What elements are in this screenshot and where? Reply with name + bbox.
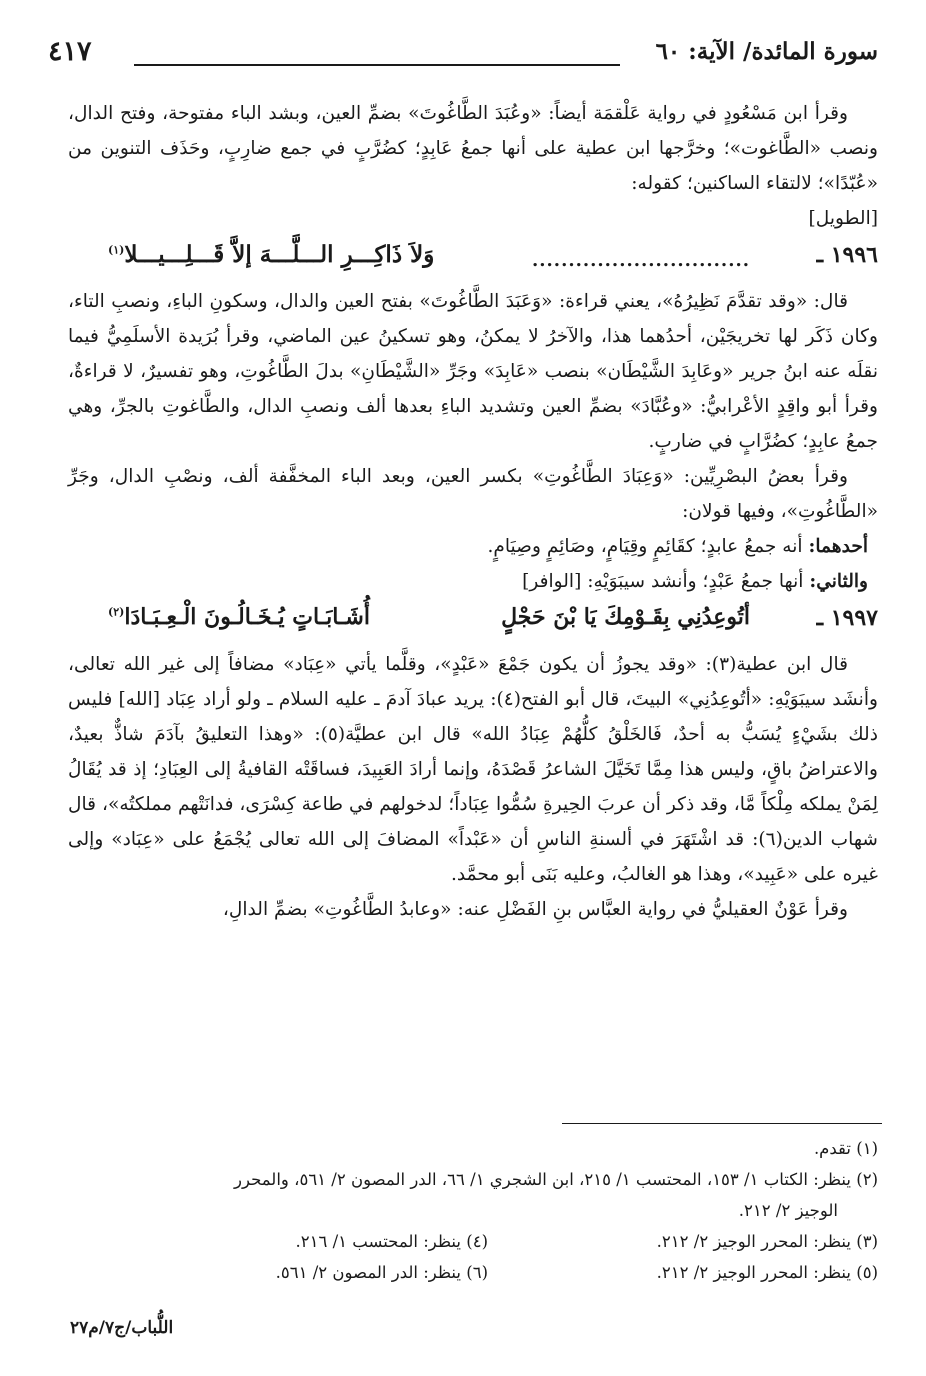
verse-number: ١٩٩٧ ـ bbox=[816, 605, 878, 631]
opinion-label: والثاني: bbox=[809, 571, 868, 592]
verse-first-hemistich: أتُوعِدُنِي بِقَـوْمِكَ يَا بْنَ حَجْلٍ bbox=[501, 604, 750, 630]
footnote: (١) تقدم. bbox=[813, 1139, 878, 1158]
footnote: (٦) ينظر: الدر المصون ٢/ ٥٦١. bbox=[275, 1263, 488, 1282]
running-title: سورة المائدة/ الآية: ٦٠ bbox=[655, 38, 878, 65]
page-header bbox=[48, 34, 878, 74]
paragraph: قال ابن عطية(٣): «وقد يجوزُ أن يكون جَمْعَ «عَبْدٍ»، وقلَّما يأتي «عِبَاد» مضافاً إلى غير الله تعالى، وأنشَد سيبَوَيْهِ: «أتُوعِدُنِي» البيتَ، قال أبو الفتح(٤): يريد عبادَ آدمَ ـ عليه السلام ـ ولو أراد عِبَاد [الله] فليس ذلك بشَيْءٍ يُسَبُّ به أحدٌ، فَالخَلْقُ كلُّهُمْ عِبَادُ الله» قال ابن عطيَّة(٥): «وهذا التعليقُ بآدَمَ شاذٌّ بعيدٌ، والاعتراضُ باقٍ، وليس هذا مِمَّا تَخَيَّلَ الشاعرُ قَصْدَهُ، وإنما أرادَ العَبِيدَ، فساقَتْه القافيةُ إلى العِبَادِ؛ إذ قد يُقَالُ لِمَنْ يملكه مِلْكاً مَّا، وقد ذكر أن عربَ الحِيرةِ سُمُّوا عِبَاداً؛ لدخولهم في طاعة كِسْرَى، فدانَتْهم مملكتُه»، قال شهاب الدين(٦): قد اشْتَهَرَ في ألسنةِ الناسِ أن «عَبْداً» المضافَ إلى الله تعالى يُجْمَعُ على «عِبَاد» وإلى غيره على «عَبِيد»، وهذا هو الغالبُ، وعليه بَنَى أبو محمَّد. bbox=[67, 654, 878, 885]
paragraph: وقرأ بعضُ البصْرِيِّين: «وَعِبَادَ الطَّاغُوتِ» بكسر العين، وبعد الباء المخفَّفة ألف، ونصْبِ الدال، وجَرِّ «الطَّاغُوتِ»، وفيها قولان: bbox=[68, 466, 878, 522]
footnote-continuation: الوجيز ٢/ ٢١٢. bbox=[738, 1201, 838, 1220]
footnote-ref: (٢) bbox=[108, 605, 125, 619]
opinion-text: أنها جمعُ عَبْدٍ؛ وأنشد سيبَوَيْهِ: [الوافر] bbox=[522, 571, 804, 592]
footnote: (٣) ينظر: المحرر الوجيز ٢/ ٢١٢. bbox=[656, 1232, 878, 1251]
footnote-row bbox=[68, 1257, 878, 1288]
footnote-separator bbox=[562, 1123, 882, 1124]
footnote-ref: (١) bbox=[108, 243, 125, 257]
opinion-text: أنه جمعُ عابدٍ؛ كقَائِمٍ وقِيَامٍ، وصَائِمٍ وصِيَامٍ. bbox=[487, 536, 803, 557]
footnotes bbox=[68, 1133, 878, 1288]
page-number: ٤١٧ bbox=[48, 36, 92, 67]
verse-text: وَلاَ ذَاكِـــرِ الـــلَّـــهَ إلاَّ قَـــلِـــيـــلا$^{(١)}$ bbox=[108, 241, 435, 268]
paragraph: وقرأ ابن مَسْعُودٍ في رواية عَلْقمَة أيضاً: «وعُبَدَ الطَّاغُوتَ» بضمِّ العين، وبشد الباء مفتوحة، وفتح الدال، ونصب «الطَّاغوت»؛ وخرَّجها ابن عطية على أنها جمعُ عَابِدٍ؛ كضُرَّبٍ في جمع ضارِبٍ، وحَذَف التنوين من «عُبّدًا»؛ لالتقاء الساكنين؛ كقوله: bbox=[68, 103, 878, 194]
opinion-label: أحدهما: bbox=[808, 536, 868, 557]
footnote: (٤) ينظر: المحتسب ١/ ٢١٦. bbox=[295, 1232, 488, 1251]
opinion-two bbox=[68, 564, 878, 599]
opinion-one bbox=[68, 529, 878, 564]
paragraph: وقرأ عَوْنٌ العقيليُّ في رواية العبَّاس بنِ الفَضْلِ عنه: «وعابدُ الطَّاغُوتِ» بضمِّ الدالِ، bbox=[222, 899, 848, 920]
verse-second-hemistich: أُشَـابَـاتٍ يُـخَـالُـونَ الْـعِـبَـادَا$^{(٢)}$ bbox=[108, 604, 370, 630]
footnote: (٢) ينظر: الكتاب ١/ ١٥٣، المحتسب ١/ ٢١٥، ابن الشجري ١/ ٦٦، الدر المصون ٢/ ٥٦١، والمحرر bbox=[234, 1170, 878, 1189]
verse-ellipsis: .............................. bbox=[532, 250, 750, 271]
verse-1997 bbox=[68, 605, 878, 643]
footnote-row bbox=[68, 1226, 878, 1257]
paragraph: قال: «وقد تقدَّمَ نَظِيرُهُ»، يعني قراءة: «وَعَبَدَ الطَّاغُوتَ» بفتح العين والدال، وسكونِ الباءِ، ونصبِ التاء، وكان ذَكَر لها تخريجَيْن، أحدُهما هذا، والآخرُ لا يمكنُ، وهو تسكينُ عين الماضي، وقرأ بُرَيدة الأسلَمِيُّ فيما نقلَه عنه ابنُ جرير «وعَابِدَ الشَّيْطَان» بنصب «عَابِدَ» وجَرِّ «الشَّيْطَانِ» بدلَ الطَّاغُوتِ، وهو تفسيرٌ، لا قراءةٌ، وقرأ أبو واقِدٍ الأعْرابيُّ: «وعُبَّادَ» بضمِّ العين وتشديد الباءِ بعدها ألف ونصبِ الدال، والطَّاغوتِ بالجرِّ، وهي جمعُ عابِدٍ؛ كضُرَّابٍ في ضاربٍ. bbox=[68, 291, 878, 452]
header-rule bbox=[134, 64, 620, 66]
footnote: (٥) ينظر: المحرر الوجيز ٢/ ٢١٢. bbox=[656, 1263, 878, 1282]
meter-label: [الطويل] bbox=[808, 208, 878, 229]
volume-signature: اللُّباب/ج٧/م٢٧ bbox=[70, 1318, 174, 1338]
main-text bbox=[68, 96, 878, 927]
verse-1996 bbox=[68, 242, 878, 280]
verse-number: ١٩٩٦ ـ bbox=[816, 242, 878, 268]
